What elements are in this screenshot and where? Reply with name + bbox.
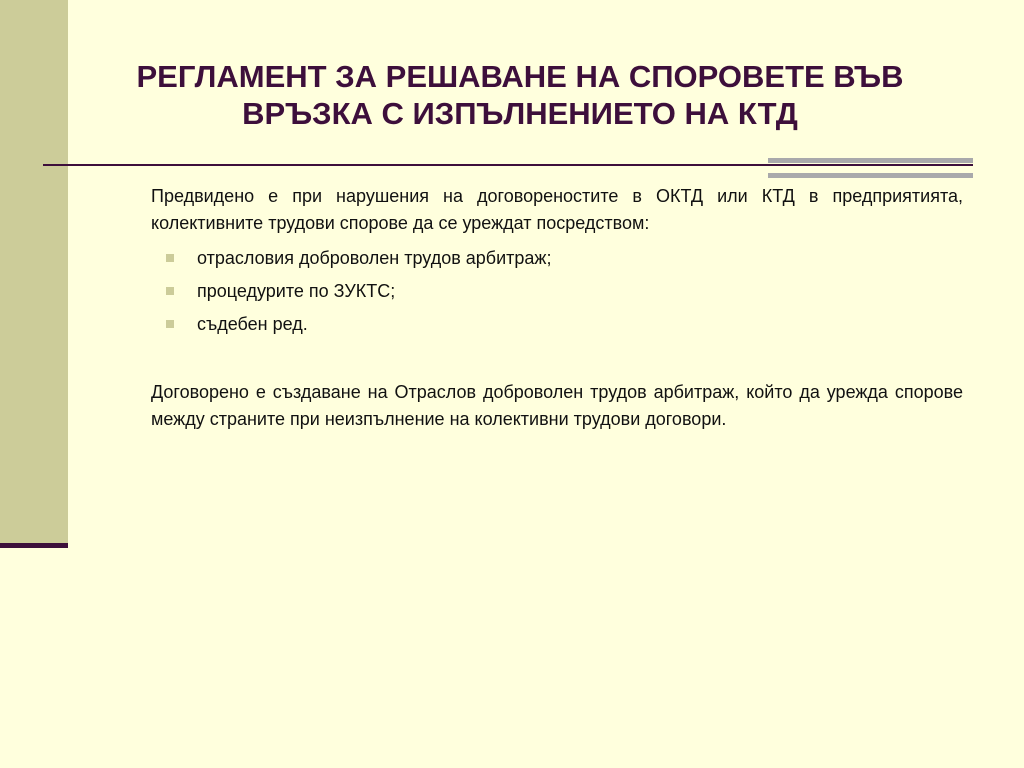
bullet-item xyxy=(151,308,963,341)
left-decor-strip xyxy=(0,0,68,543)
bullet-item xyxy=(151,242,963,275)
square-bullet-icon xyxy=(166,254,174,262)
title-divider-accent xyxy=(768,158,973,178)
square-bullet-icon xyxy=(166,287,174,295)
slide-body xyxy=(151,183,963,433)
slide-title: РЕГЛАМЕНТ ЗА РЕШАВАНЕ НА СПОРОВЕТЕ ВЪВ ВРЪЗКА С ИЗПЪЛНЕНИЕТО НА КТД xyxy=(136,59,904,131)
bullet-item xyxy=(151,275,963,308)
square-bullet-icon xyxy=(166,320,174,328)
left-decor-line xyxy=(0,543,68,548)
accent-bar xyxy=(768,173,973,178)
intro-paragraph: Предвидено е при нарушения на договореностите в ОКТД или КТД в предприятията, колективните трудови спорове да се уреждат посредством: xyxy=(151,186,963,233)
bullet-text: съдебен ред. xyxy=(197,314,308,334)
closing-paragraph: Договорено е създаване на Отраслов доброволен трудов арбитраж, който да урежда спорове между страните при неизпълнение на колективни трудови договори. xyxy=(151,382,963,429)
bullet-text: отрасловия доброволен трудов арбитраж; xyxy=(197,248,552,268)
bullet-list xyxy=(151,242,963,341)
bullet-text: процедурите по ЗУКТС; xyxy=(197,281,396,301)
accent-bar xyxy=(768,158,973,163)
